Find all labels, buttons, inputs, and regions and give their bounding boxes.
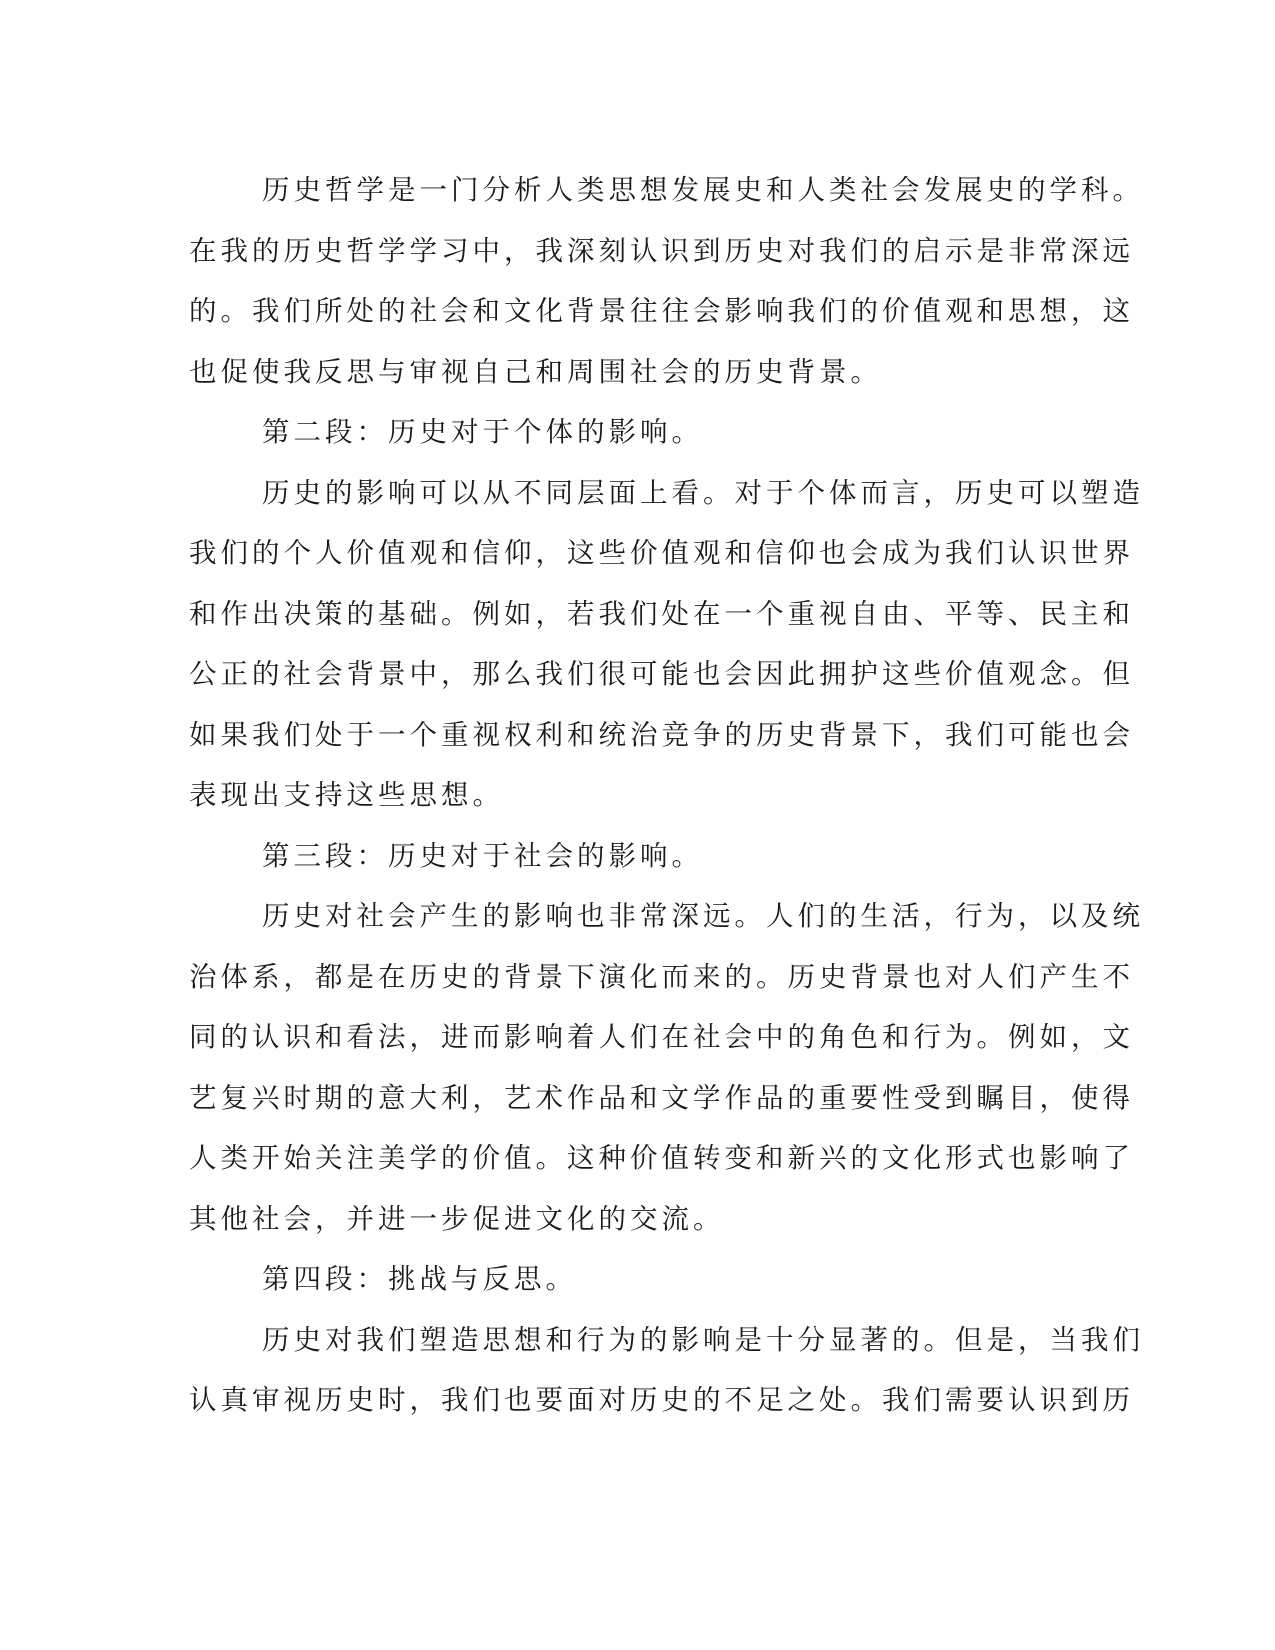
- paragraph-2-line-3: 和作出决策的基础。例如，若我们处在一个重视自由、平等、民主和: [189, 597, 1134, 630]
- paragraph-3-line-5: 人类开始关注美学的价值。这种价值转变和新兴的文化形式也影响了: [189, 1142, 1134, 1174]
- section-heading-3: 第三段：历史对于社会的影响。: [262, 839, 703, 872]
- paragraph-2-line-1: 历史的影响可以从不同层面上看。对于个体而言，历史可以塑造: [262, 476, 1144, 509]
- paragraph-1-line-1: 历史哲学是一门分析人类思想发展史和人类社会发展史的学科。: [262, 174, 1144, 206]
- paragraph-1-line-2: 在我的历史哲学学习中，我深刻认识到历史对我们的启示是非常深远: [189, 234, 1134, 267]
- paragraph-2-line-4: 公正的社会背景中，那么我们很可能也会因此拥护这些价值观念。但: [189, 658, 1134, 690]
- section-heading-4: 第四段：挑战与反思。: [262, 1263, 577, 1295]
- paragraph-1-line-3: 的。我们所处的社会和文化背景往往会影响我们的价值观和思想，这: [189, 295, 1134, 327]
- paragraph-3-line-3: 同的认识和看法，进而影响着人们在社会中的角色和行为。例如，文: [189, 1021, 1134, 1053]
- paragraph-3-line-1: 历史对社会产生的影响也非常深远。人们的生活，行为，以及统: [262, 900, 1144, 932]
- paragraph-4-line-1: 历史对我们塑造思想和行为的影响是十分显著的。但是，当我们: [262, 1323, 1144, 1356]
- paragraph-2-line-5: 如果我们处于一个重视权利和统治竞争的历史背景下，我们可能也会: [189, 718, 1134, 751]
- paragraph-3-line-4: 艺复兴时期的意大利，艺术作品和文学作品的重要性受到瞩目，使得: [189, 1081, 1134, 1114]
- document-body: [189, 160, 1144, 1431]
- section-heading-2: 第二段：历史对于个体的影响。: [262, 416, 703, 448]
- paragraph-4-line-2: 认真审视历史时，我们也要面对历史的不足之处。我们需要认识到历: [189, 1384, 1134, 1416]
- paragraph-3-line-6: 其他社会，并进一步促进文化的交流。: [189, 1202, 725, 1235]
- paragraph-3-line-2: 治体系，都是在历史的背景下演化而来的。历史背景也对人们产生不: [189, 960, 1134, 993]
- paragraph-2-line-2: 我们的个人价值观和信仰，这些价值观和信仰也会成为我们认识世界: [189, 537, 1134, 569]
- paragraph-1-line-4: 也促使我反思与审视自己和周围社会的历史背景。: [189, 355, 882, 388]
- paragraph-2-line-6: 表现出支持这些思想。: [189, 779, 504, 811]
